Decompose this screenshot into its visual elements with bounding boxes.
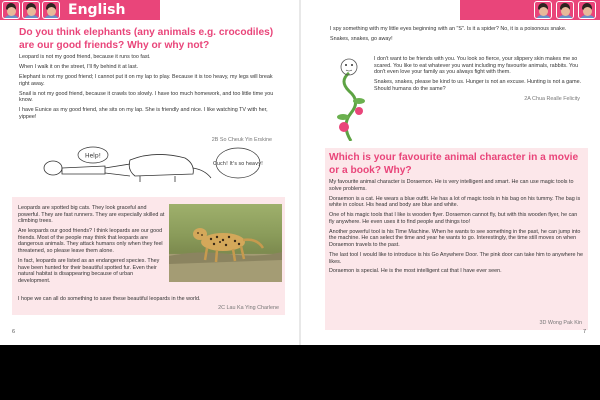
author-signature: 2A Chua Realle Felicity: [524, 96, 580, 102]
author-signature: 2C Lau Ka Ying Charlene: [218, 305, 279, 311]
author-signature: 2B So Cheuk Yin Erskine: [211, 137, 272, 143]
paragraph: Leopards are spotted big cats. They look graceful and powerful. They are fast runners. They are especially skilled at climbing trees.: [18, 205, 165, 225]
paragraph: My favourite animal character is Doraemon. He is very intelligent and smart. He can use magic tools to solve problems.: [329, 179, 574, 192]
student-photo: [42, 1, 60, 19]
article-body: [329, 179, 584, 278]
question-heading: Which is your favourite animal character in a movie or a book? Why?: [329, 152, 579, 176]
snake-article-text: [374, 56, 587, 96]
leopard-photo: [169, 204, 282, 282]
question-heading: Do you think elephants (any animals e.g. crocodiles) are our good friends? Why or why not?: [19, 27, 274, 51]
page-number: 6: [12, 329, 16, 335]
subject-title: English: [68, 2, 126, 18]
speech-bubble-ouch: Ouch! It's so heavy!: [212, 161, 264, 167]
elephant-doodle-illustration: [35, 146, 275, 186]
paragraph: Elephant is not my good friend; I cannot put it on my lap to play. Because it is too heavy, my legs will break right away.: [19, 73, 273, 87]
leopard-article-text: [18, 205, 166, 288]
paragraph: Are leopards our good friends? I think leopards are our good friends. Most of the people may think that leopards are dangerous animals. They attack humans only when they feel threatened, so please leave them alone.: [18, 228, 163, 254]
student-photo: [578, 1, 596, 19]
paragraph: Another powerful tool is his Time Machine. When he wants to see something in the past, he can jump into the machine. He can select the time and year he wants to go. Interestingly, the time still moves on when Doraemon travels to the past.: [329, 228, 581, 248]
speech-bubble-help: Help!: [84, 152, 102, 160]
paragraph: I don't want to be friends with you. You look so fierce, your slippery skin makes me so scared. You like to eat whatever you want including my favourite animals, rabbits. You don't even love your family as you always fight with them.: [374, 56, 579, 76]
paragraph: When I walk it on the street, I'll fly behind it at last.: [19, 63, 139, 70]
paragraph: In fact, leopards are listed as an endangered species. They have been hunted for their beautiful spotted fur. Even their natural habitat is disappearing because of urban development.: [18, 257, 160, 284]
page-gutter: [299, 0, 301, 345]
leopard-article-box: [12, 197, 285, 315]
header-bar-right: [460, 0, 600, 20]
paragraph: I spy something with my little eyes beginning with an "S". Is it a spider? No, it is a poisonous snake.: [330, 26, 567, 32]
student-photo: [534, 1, 552, 19]
snake-article-intro: [330, 26, 590, 46]
student-photo: [22, 1, 40, 19]
paragraph: Doraemon is a cat. He wears a blue outfit. He has a lot of magic tools in his bag on his tummy. The bag is white in colour. His head and body are blue and white.: [329, 195, 581, 209]
paragraph: Doraemon is special. He is the most intelligent cat that I have ever seen.: [329, 268, 502, 275]
doraemon-article-box: [325, 148, 588, 330]
student-photo: [556, 1, 574, 19]
author-signature: 3D Wong Pak Kin: [539, 320, 582, 326]
page-number: 7: [583, 329, 587, 335]
paragraph: The last tool I would like to introduce is his Go Anywhere Door. The pink door can take him to anywhere he likes.: [329, 251, 583, 265]
paragraph: Snail is not my good friend, because it crawls too slowly. I have too much homework, and too little time you know.: [19, 90, 274, 104]
leopard-icon: [169, 204, 282, 282]
paragraph: I have Eunice as my good friend, she sits on my lap. She is friendly and nice. I like watching TV with her, yippee!: [19, 107, 268, 120]
snake-flower-drawing: [335, 55, 367, 141]
header-bar-left: [0, 0, 160, 20]
paragraph: I hope we can all do something to save these beautiful leopards in the world.: [18, 296, 201, 302]
paragraph: Leopard is not my good friend, because it runs too fast.: [19, 54, 151, 60]
paragraph: Snakes, snakes, go away!: [330, 35, 393, 42]
article-body: [19, 54, 274, 124]
student-photo: [2, 1, 20, 19]
paragraph: One of his magic tools that I like is wooden flyer. Doraemon cannot fly, but with this wooden flyer, he can fly anywhere. He even uses it to find people and things too!: [329, 212, 578, 225]
paragraph: Snakes, snakes, please be kind to us. Hunger is not an excuse. Hunting is not a game. Should humans do the same?: [374, 79, 582, 92]
